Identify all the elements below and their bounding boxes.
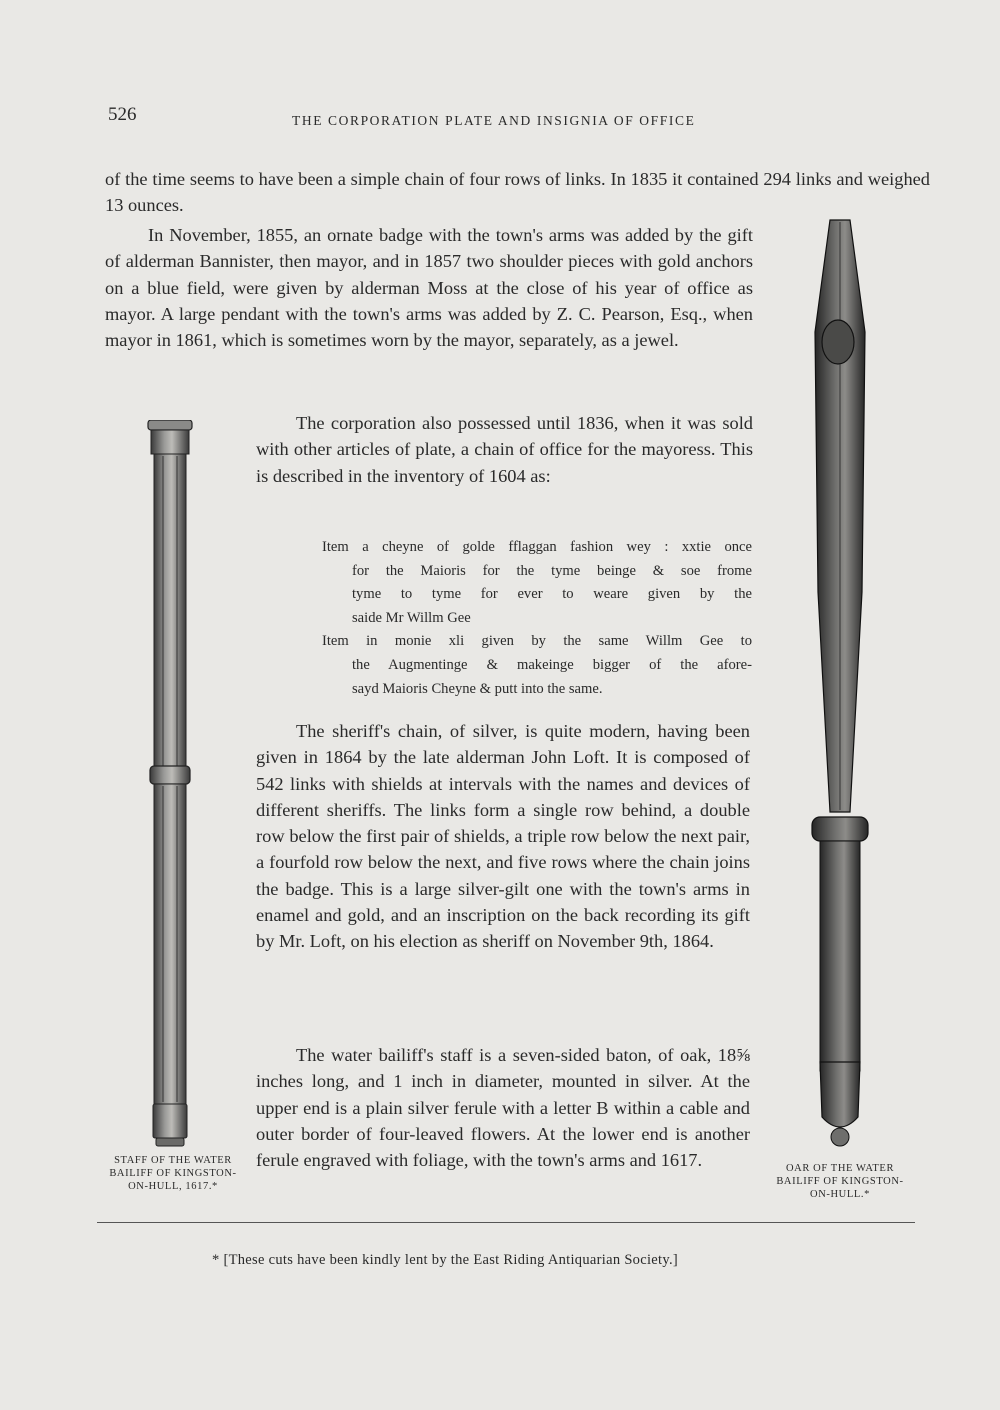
quote-line: for the Maioris for the tyme beinge & soe frome [352, 562, 752, 579]
paragraph-2: In November, 1855, an ornate badge with the town's arms was added by the gift of alderman Bannister, then mayor, and in 1857 two shoulder pieces with gold anchors on a blue field, were given by alderman Moss at the close of his year of office as mayor. A large pendant with the town's arms was added by Z. C. Pearson, Esq., when mayor in 1861, which is sometimes worn by the mayor, separately, as a jewel. [105, 225, 753, 351]
caption-line: STAFF OF THE WATER [114, 1155, 232, 1166]
caption-line: OAR OF THE WATER [785, 1163, 895, 1174]
staff-illustration [140, 420, 200, 1160]
page-number: 526 [108, 104, 137, 125]
quote-line: tyme to tyme for ever to weare given by the [352, 586, 752, 603]
paragraph-1: of the time seems to have been a simple chain of four rows of links. In 1835 it contained 294 links and weighed 13 ounces. [105, 169, 930, 216]
quote-line: the Augmentinge & makeinge bigger of the afore- [352, 656, 752, 673]
quote-line: Item in monie xli given by the same Willm Gee to [322, 633, 752, 650]
arms-emblem-icon [822, 320, 854, 364]
quote-line: Item a cheyne of golde fflaggan fashion wey : xxtie once [322, 539, 752, 555]
paragraph-5: The water bailiff's staff is a seven-sided baton, of oak, 18⅝ inches long, and 1 inch in diameter, mounted in silver. At the upper end is a plain silver ferule with a letter B within a cable and outer border of four-leaved flowers. At the lower end is another ferule engraved with foliage, with the town's arms and 1617. [256, 1045, 750, 1171]
paragraph-3: The corporation also possessed until 1836, when it was sold with other articles of plate, a chain of office for the mayoress. This is described in the inventory of 1604 as: [256, 413, 753, 486]
caption-line: ON-HULL.* [810, 1189, 870, 1200]
inventory-quote [322, 536, 752, 701]
caption-line: BAILIFF OF KINGSTON- [109, 1168, 237, 1179]
caption-line: BAILIFF OF KINGSTON- [776, 1176, 904, 1187]
footnote: * [These cuts have been kindly lent by the East Riding Antiquarian Society.] [212, 1252, 679, 1268]
oar-illustration [790, 212, 890, 1152]
paragraph-4: The sheriff's chain, of silver, is quite modern, having been given in 1864 by the late alderman John Loft. It is composed of 542 links with shields at intervals with the names and devices of different sheriffs. The links form a single row behind, a double row below the first pair of shields, a triple row below the next pair, a fourfold row below the next, and five rows where the chain joins the badge. This is a large silver-gilt one with the town's arms in enamel and gold, and an inscription on the back recording its gift by Mr. Loft, on his election as sheriff on November 9th, 1864. [256, 721, 750, 952]
quote-line: sayd Maioris Cheyne & putt into the same. [352, 680, 603, 697]
footnote-rule [97, 1222, 915, 1223]
running-title: THE CORPORATION PLATE AND INSIGNIA OF OFFICE [292, 113, 696, 128]
right-caption [765, 1162, 915, 1201]
left-caption [98, 1154, 248, 1193]
quote-line: saide Mr Willm Gee [352, 609, 471, 626]
caption-line: ON-HULL, 1617.* [128, 1181, 218, 1192]
